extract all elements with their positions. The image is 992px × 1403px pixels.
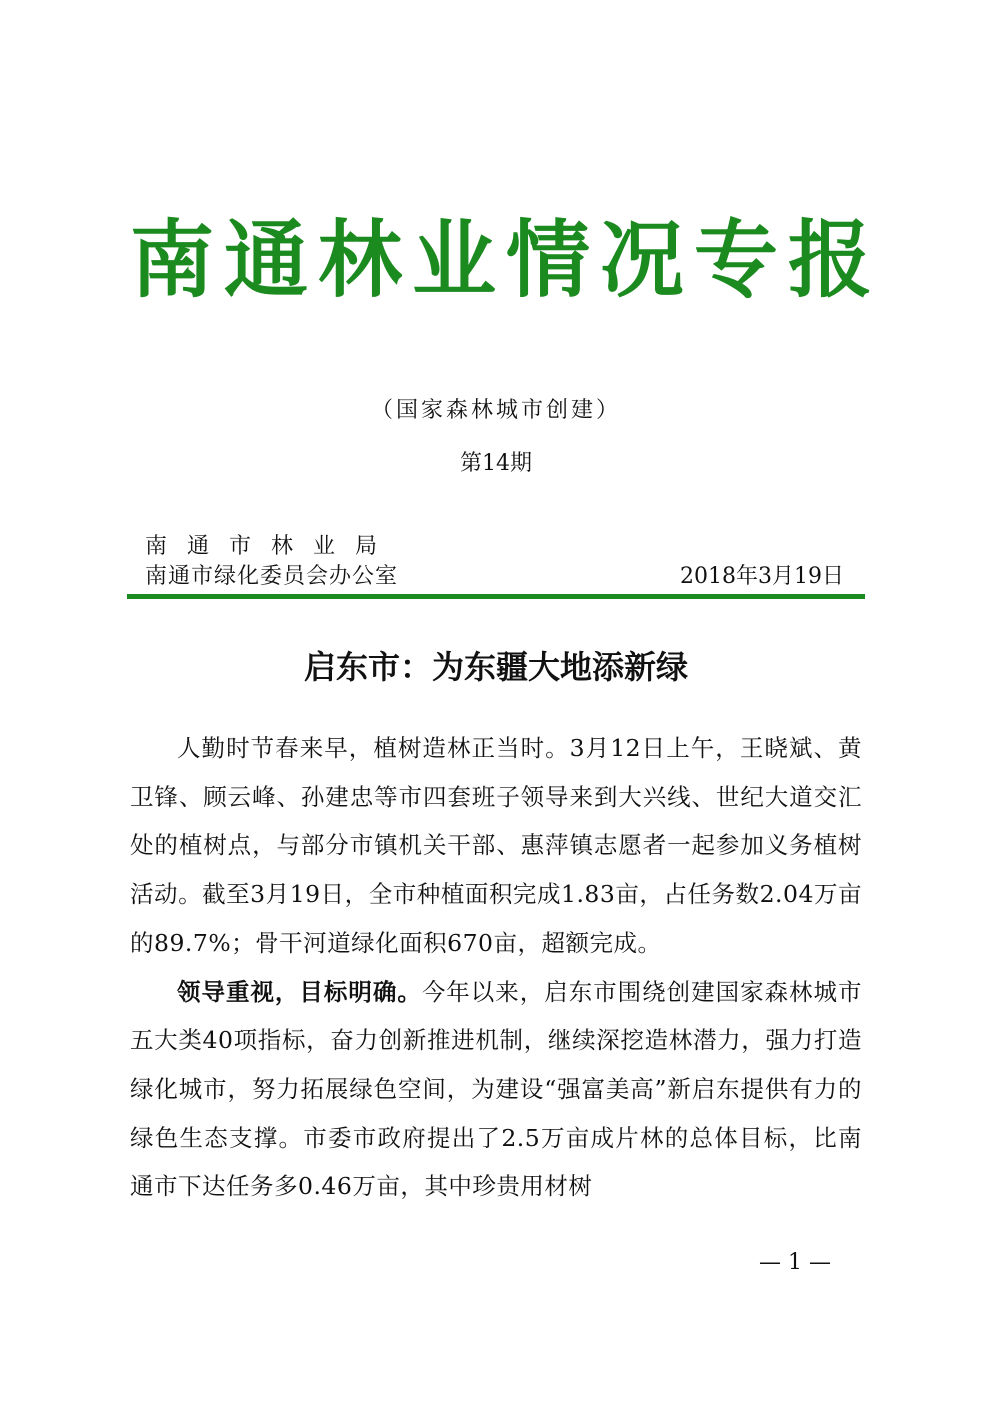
header-divider xyxy=(127,594,865,599)
publication-title: 南通林业情况专报 xyxy=(130,211,883,309)
page-number: — 1 — xyxy=(759,1250,831,1275)
issuer-greening-committee: 南通市绿化委员会办公室 xyxy=(145,564,399,589)
article-paragraph xyxy=(130,968,862,1212)
publication-subtitle: （国家森林城市创建） xyxy=(370,398,621,423)
article-title: 启东市：为东疆大地添新绿 xyxy=(303,648,688,686)
article-paragraph: 人勤时节春来早，植树造林正当时。3月12日上午，王晓斌、黄卫锋、顾云峰、孙建忠等市四套班子领导来到大兴线、世纪大道交汇处的植树点，与部分市镇机关干部、惠萍镇志愿者一起参加义务植树活动。截至3月19日，全市种植面积完成1.83亩，占任务数2.04万亩的89.7%；骨干河道绿化面积670亩，超额完成。 xyxy=(130,734,862,957)
paragraph-text: 今年以来，启东市围绕创建国家森林城市五大类40项指标，奋力创新推进机制，继续深挖造林潜力，强力打造绿化城市，努力拓展绿色空间，为建设“强富美高”新启东提供有力的绿色生态支撑。市委市政府提出了2.5万亩成片林的总体目标，比南通市下达任务多0.46万亩，其中珍贵用材树 xyxy=(130,977,863,1201)
issue-number: 第14期 xyxy=(460,451,532,476)
paragraph-lead-heading: 领导重视，目标明确。 xyxy=(177,977,422,1006)
article-body xyxy=(130,724,862,1211)
issue-date: 2018年3月19日 xyxy=(680,564,844,589)
issuer-forestry-bureau: 南通市林业局 xyxy=(145,534,398,559)
